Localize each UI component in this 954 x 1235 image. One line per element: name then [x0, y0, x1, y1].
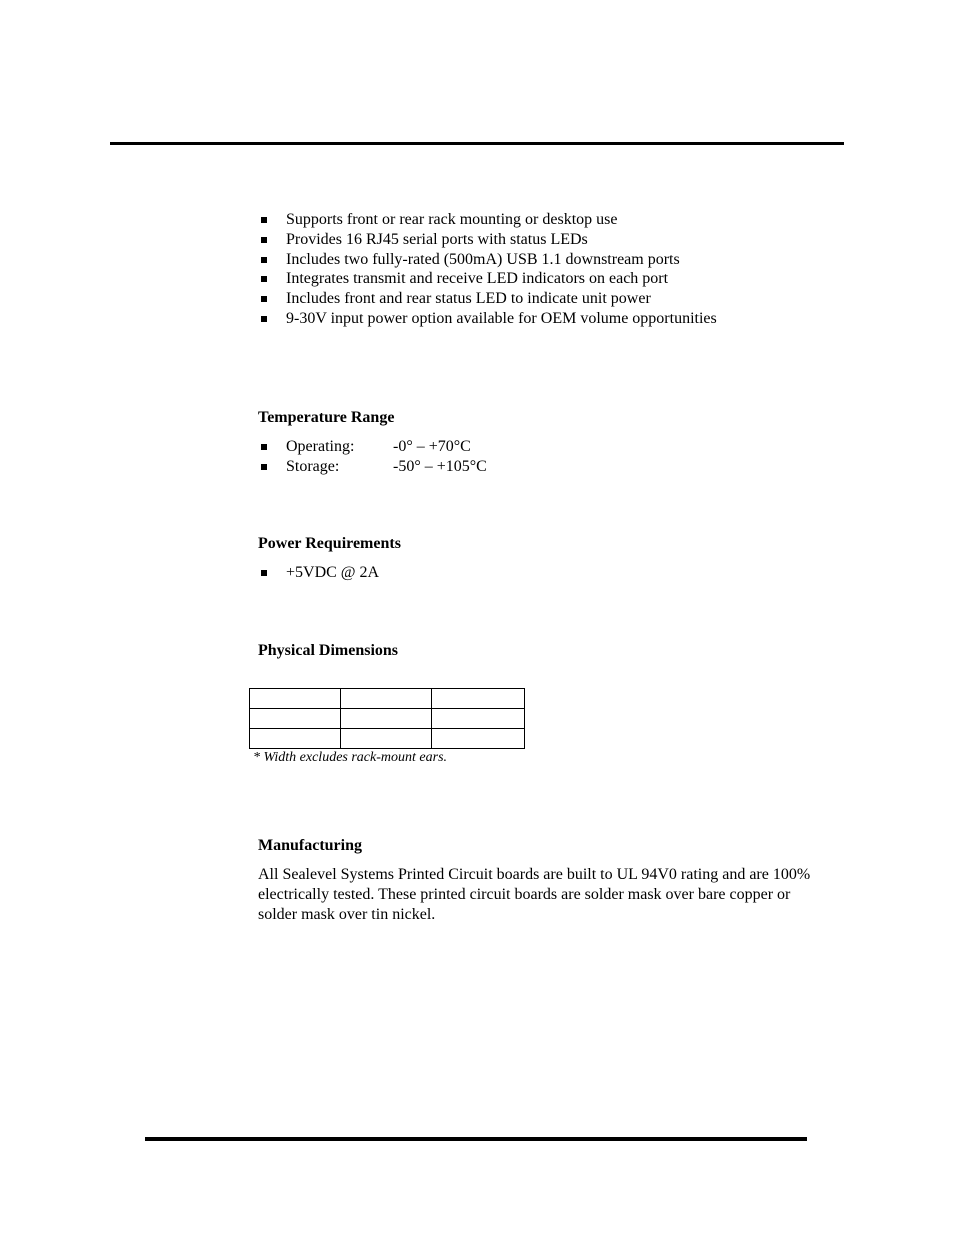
- temperature-label: Storage:: [286, 457, 340, 475]
- bullet-square-icon: [261, 444, 267, 450]
- table-cell: [341, 689, 432, 709]
- table-row: [250, 689, 525, 709]
- power-list: [258, 563, 379, 583]
- manufacturing-paragraph: All Sealevel Systems Printed Circuit boards are built to UL 94V0 rating and are 100% electrically tested. These printed circuit boards are solder mask over bare copper or solder mask over tin nickel.: [258, 866, 811, 923]
- bullet-square-icon: [261, 257, 267, 263]
- bullet-square-icon: [261, 316, 267, 322]
- feature-text: Integrates transmit and receive LED indicators on each port: [286, 270, 669, 288]
- table-cell: [432, 689, 525, 709]
- feature-text: Includes front and rear status LED to indicate unit power: [286, 290, 651, 308]
- list-item: [258, 269, 717, 289]
- bullet-square-icon: [261, 217, 267, 223]
- list-item: [258, 250, 717, 270]
- list-item: [258, 309, 717, 329]
- list-item: [258, 563, 379, 583]
- table-cell: [250, 729, 341, 749]
- temperature-heading: Temperature Range: [258, 409, 395, 426]
- feature-text: Provides 16 RJ45 serial ports with status LEDs: [286, 230, 588, 248]
- list-item: [258, 230, 717, 250]
- temperature-value: -0° – +70°C: [393, 438, 471, 455]
- feature-text: Includes two fully-rated (500mA) USB 1.1 downstream ports: [286, 250, 680, 268]
- bullet-square-icon: [261, 570, 267, 576]
- dimensions-footnote: * Width excludes rack-mount ears.: [253, 750, 448, 765]
- table-cell: [432, 709, 525, 729]
- feature-text: 9-30V input power option available for OEM volume opportunities: [286, 309, 717, 327]
- temperature-list: [258, 437, 487, 477]
- list-item: [258, 457, 487, 477]
- table-cell: [341, 709, 432, 729]
- table-cell: [250, 709, 341, 729]
- bullet-square-icon: [261, 276, 267, 282]
- header-rule: [110, 142, 844, 145]
- table-cell: [341, 729, 432, 749]
- table-cell: [250, 689, 341, 709]
- feature-text: Supports front or rear rack mounting or desktop use: [286, 211, 618, 228]
- manufacturing-heading: Manufacturing: [258, 837, 362, 854]
- bullet-square-icon: [261, 237, 267, 243]
- temperature-label: Operating:: [286, 438, 355, 455]
- table-cell: [432, 729, 525, 749]
- table-row: [250, 709, 525, 729]
- bullet-square-icon: [261, 296, 267, 302]
- dimensions-table: [249, 688, 525, 749]
- power-value: +5VDC @ 2A: [286, 564, 380, 581]
- footer-rule: [145, 1137, 807, 1141]
- feature-list: [258, 210, 717, 329]
- table-row: [250, 729, 525, 749]
- power-heading: Power Requirements: [258, 535, 401, 552]
- temperature-value: -50° – +105°C: [393, 457, 487, 475]
- bullet-square-icon: [261, 464, 267, 470]
- list-item: [258, 210, 717, 230]
- list-item: [258, 289, 717, 309]
- list-item: [258, 437, 487, 457]
- physical-heading: Physical Dimensions: [258, 642, 399, 659]
